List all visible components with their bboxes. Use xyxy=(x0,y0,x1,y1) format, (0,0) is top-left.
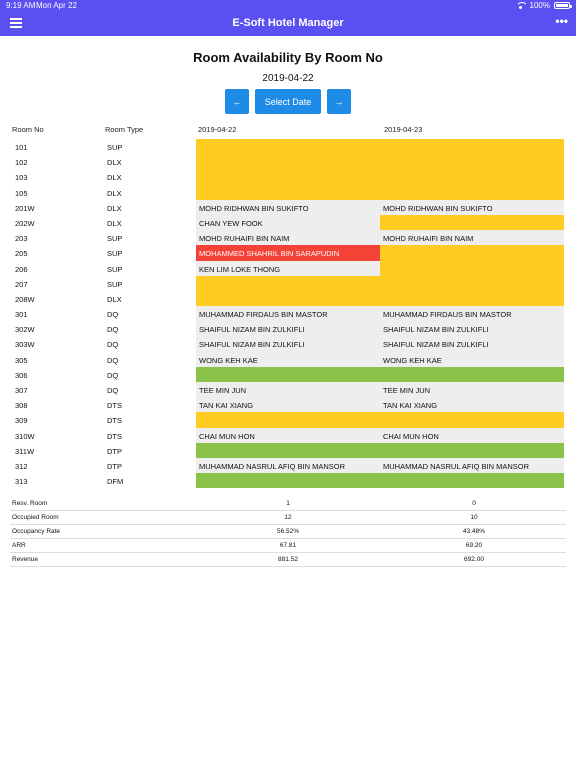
room-no: 306 xyxy=(15,370,28,380)
room-no: 207 xyxy=(15,279,28,289)
room-no: 102 xyxy=(15,158,28,168)
room-cell-date2[interactable] xyxy=(380,261,564,276)
room-no: 311W xyxy=(15,446,35,456)
room-no: 105 xyxy=(15,188,28,198)
room-cell-date1[interactable]: SHAIFUL NIZAM BIN ZULKIFLI xyxy=(196,321,380,336)
summary-label: ARR xyxy=(12,542,26,549)
room-no: 301 xyxy=(15,310,28,320)
table-row xyxy=(0,443,576,458)
room-cell-date2[interactable]: MUHAMMAD FIRDAUS BIN MASTOR xyxy=(380,306,564,321)
room-no: 312 xyxy=(15,461,28,471)
room-cell-date2[interactable]: MUHAMMAD NASRUL AFIQ BIN MANSOR xyxy=(380,458,564,473)
current-date: 2019-04-22 xyxy=(262,73,314,84)
status-bar xyxy=(0,0,576,12)
status-date: Mon Apr 22 xyxy=(36,1,77,10)
battery-percent: 100% xyxy=(529,1,550,10)
summary-row xyxy=(10,539,566,553)
summary-value-date1: 56.52% xyxy=(276,528,300,535)
summary-value-date1: 881.52 xyxy=(278,556,298,563)
room-cell-date1[interactable]: CHAN YEW FOOK xyxy=(196,215,380,230)
room-no: 206 xyxy=(15,264,28,274)
summary-value-date1: 1 xyxy=(286,500,290,507)
room-cell-date2[interactable]: MOHD RUHAIFI BIN NAIM xyxy=(380,230,564,245)
room-type: DTS xyxy=(107,416,122,426)
room-cell-date2[interactable]: TAN KAI XIANG xyxy=(380,397,564,412)
more-options-icon[interactable]: ••• xyxy=(555,14,568,28)
room-cell-date1[interactable] xyxy=(196,185,380,200)
room-type: DLX xyxy=(107,158,122,168)
room-cell-date1[interactable] xyxy=(196,367,380,382)
table-row xyxy=(0,261,576,276)
room-type: DLX xyxy=(107,218,122,228)
room-type: DQ xyxy=(107,370,119,380)
room-cell-date2[interactable] xyxy=(380,412,564,427)
status-right xyxy=(516,1,570,10)
table-row xyxy=(0,139,576,154)
summary-value-date2: 43.48% xyxy=(462,528,486,535)
page-title: Room Availability By Room No xyxy=(193,50,383,65)
summary-label: Resv. Room xyxy=(12,500,48,507)
room-no: 308 xyxy=(15,401,28,411)
summary-label: Occupancy Rate xyxy=(12,528,61,535)
room-type: DLX xyxy=(107,173,122,183)
room-no: 201W xyxy=(15,203,35,213)
room-type: DFM xyxy=(107,477,124,487)
room-cell-date1[interactable] xyxy=(196,443,380,458)
summary-row xyxy=(10,525,566,539)
room-type: DTP xyxy=(107,461,122,471)
room-type: SUP xyxy=(107,249,123,259)
room-type: SUP xyxy=(107,143,123,152)
room-type: DQ xyxy=(107,355,119,365)
battery-icon xyxy=(554,2,570,9)
table-row xyxy=(0,245,576,260)
room-cell-date2[interactable] xyxy=(380,169,564,184)
room-cell-date2[interactable] xyxy=(380,473,564,488)
next-date-button[interactable]: → xyxy=(327,89,351,114)
table-row xyxy=(0,291,576,306)
summary-value-date2: 692.00 xyxy=(464,556,484,563)
table-row xyxy=(0,306,576,321)
summary-label: Revenue xyxy=(12,556,39,563)
table-row xyxy=(0,154,576,169)
room-type: DTS xyxy=(107,401,122,411)
room-cell-date1[interactable] xyxy=(196,473,380,488)
availability-grid xyxy=(0,139,576,488)
wifi-icon xyxy=(516,2,526,9)
room-type: SUP xyxy=(107,234,123,244)
summary-row xyxy=(10,553,566,567)
room-cell-date1[interactable]: MUHAMMAD FIRDAUS BIN MASTOR xyxy=(196,306,380,321)
room-cell-date1[interactable] xyxy=(196,276,380,291)
room-type: DTP xyxy=(107,446,122,456)
summary-table xyxy=(10,497,566,567)
status-time: 9:19 AM xyxy=(6,1,36,10)
room-type: SUP xyxy=(107,279,123,289)
room-cell-date2[interactable]: SHAIFUL NIZAM BIN ZULKIFLI xyxy=(380,321,564,336)
room-no: 103 xyxy=(15,173,28,183)
room-cell-date2[interactable]: SHAIFUL NIZAM BIN ZULKIFLI xyxy=(380,336,564,351)
room-cell-date2[interactable] xyxy=(380,245,564,260)
room-no: 313 xyxy=(15,477,28,487)
nav-bar xyxy=(0,0,576,36)
room-no: 303W xyxy=(15,340,35,350)
summary-label: Occupied Room xyxy=(12,514,59,521)
room-no: 205 xyxy=(15,249,28,259)
summary-value-date2: 10 xyxy=(470,514,478,521)
room-no: 101 xyxy=(15,143,28,152)
room-cell-date1[interactable] xyxy=(196,139,380,154)
room-cell-date1[interactable] xyxy=(196,154,380,169)
room-type: DQ xyxy=(107,310,119,320)
room-cell-date2[interactable] xyxy=(380,139,564,154)
table-row xyxy=(0,428,576,443)
room-cell-date1[interactable] xyxy=(196,169,380,184)
room-cell-date1[interactable]: TEE MIN JUN xyxy=(196,382,380,397)
room-cell-date1[interactable]: CHAI MUN HON xyxy=(196,428,380,443)
room-type: DLX xyxy=(107,188,122,198)
room-cell-date1[interactable]: MOHAMMED SHAHRIL BIN SARAPUDIN xyxy=(196,245,380,260)
room-cell-date2[interactable] xyxy=(380,185,564,200)
table-row xyxy=(0,200,576,215)
summary-value-date1: 67.81 xyxy=(279,542,297,549)
table-row xyxy=(0,473,576,488)
table-row xyxy=(0,412,576,427)
summary-row xyxy=(10,497,566,511)
room-cell-date1[interactable] xyxy=(196,291,380,306)
table-row xyxy=(0,397,576,412)
room-no: 202W xyxy=(15,218,35,228)
table-row xyxy=(0,276,576,291)
room-cell-date2[interactable] xyxy=(380,291,564,306)
room-cell-date1[interactable] xyxy=(196,412,380,427)
room-type: DQ xyxy=(107,325,119,335)
table-row xyxy=(0,458,576,473)
room-no: 203 xyxy=(15,234,28,244)
table-row xyxy=(0,169,576,184)
room-cell-date1[interactable]: TAN KAI XIANG xyxy=(196,397,380,412)
room-no: 305 xyxy=(15,355,28,365)
summary-value-date2: 0 xyxy=(472,500,476,507)
table-row xyxy=(0,352,576,367)
table-row xyxy=(0,382,576,397)
previous-date-button[interactable]: ← xyxy=(225,89,249,114)
summary-value-date2: 69.20 xyxy=(465,542,483,549)
table-row xyxy=(0,336,576,351)
table-row xyxy=(0,367,576,382)
room-no: 310W xyxy=(15,431,35,441)
summary-row xyxy=(10,511,566,525)
room-no: 302W xyxy=(15,325,35,335)
select-date-button[interactable]: Select Date xyxy=(255,89,321,114)
room-cell-date1[interactable]: WONG KEH KAE xyxy=(196,352,380,367)
room-type: DQ xyxy=(107,386,119,395)
room-cell-date2[interactable] xyxy=(380,367,564,382)
room-no: 309 xyxy=(15,416,28,426)
room-cell-date1[interactable]: MOHD RIDHWAN BIN SUKIFTO xyxy=(196,200,380,215)
table-row xyxy=(0,230,576,245)
column-header-room-type: Room Type xyxy=(105,125,144,134)
room-cell-date2[interactable]: WONG KEH KAE xyxy=(380,352,564,367)
summary-value-date1: 12 xyxy=(284,514,292,521)
room-cell-date2[interactable] xyxy=(380,276,564,291)
table-row xyxy=(0,185,576,200)
room-cell-date1[interactable]: KEN LIM LOKE THONG xyxy=(196,261,380,276)
room-type: DTS xyxy=(107,431,122,441)
room-cell-date2[interactable]: TEE MIN JUN xyxy=(380,382,564,397)
column-header-date1: 2019-04-22 xyxy=(198,125,237,134)
table-row xyxy=(0,215,576,230)
room-type: SUP xyxy=(107,264,123,274)
room-cell-date1[interactable]: SHAIFUL NIZAM BIN ZULKIFLI xyxy=(196,336,380,351)
room-cell-date2[interactable]: MOHD RIDHWAN BIN SUKIFTO xyxy=(380,200,564,215)
column-header-room-no: Room No xyxy=(12,125,44,134)
room-type: DQ xyxy=(107,340,119,350)
app-title: E-Soft Hotel Manager xyxy=(232,17,344,29)
column-header-date2: 2019-04-23 xyxy=(384,125,423,134)
room-cell-date2[interactable]: CHAI MUN HON xyxy=(380,428,564,443)
room-cell-date1[interactable]: MUHAMMAD NASRUL AFIQ BIN MANSOR xyxy=(196,458,380,473)
room-no: 307 xyxy=(15,386,28,395)
room-type: DLX xyxy=(107,294,122,304)
room-cell-date1[interactable]: MOHD RUHAIFI BIN NAIM xyxy=(196,230,380,245)
table-row xyxy=(0,321,576,336)
room-cell-date2[interactable] xyxy=(380,215,564,230)
room-no: 208W xyxy=(15,294,35,304)
room-cell-date2[interactable] xyxy=(380,443,564,458)
room-cell-date2[interactable] xyxy=(380,154,564,169)
room-type: DLX xyxy=(107,203,122,213)
